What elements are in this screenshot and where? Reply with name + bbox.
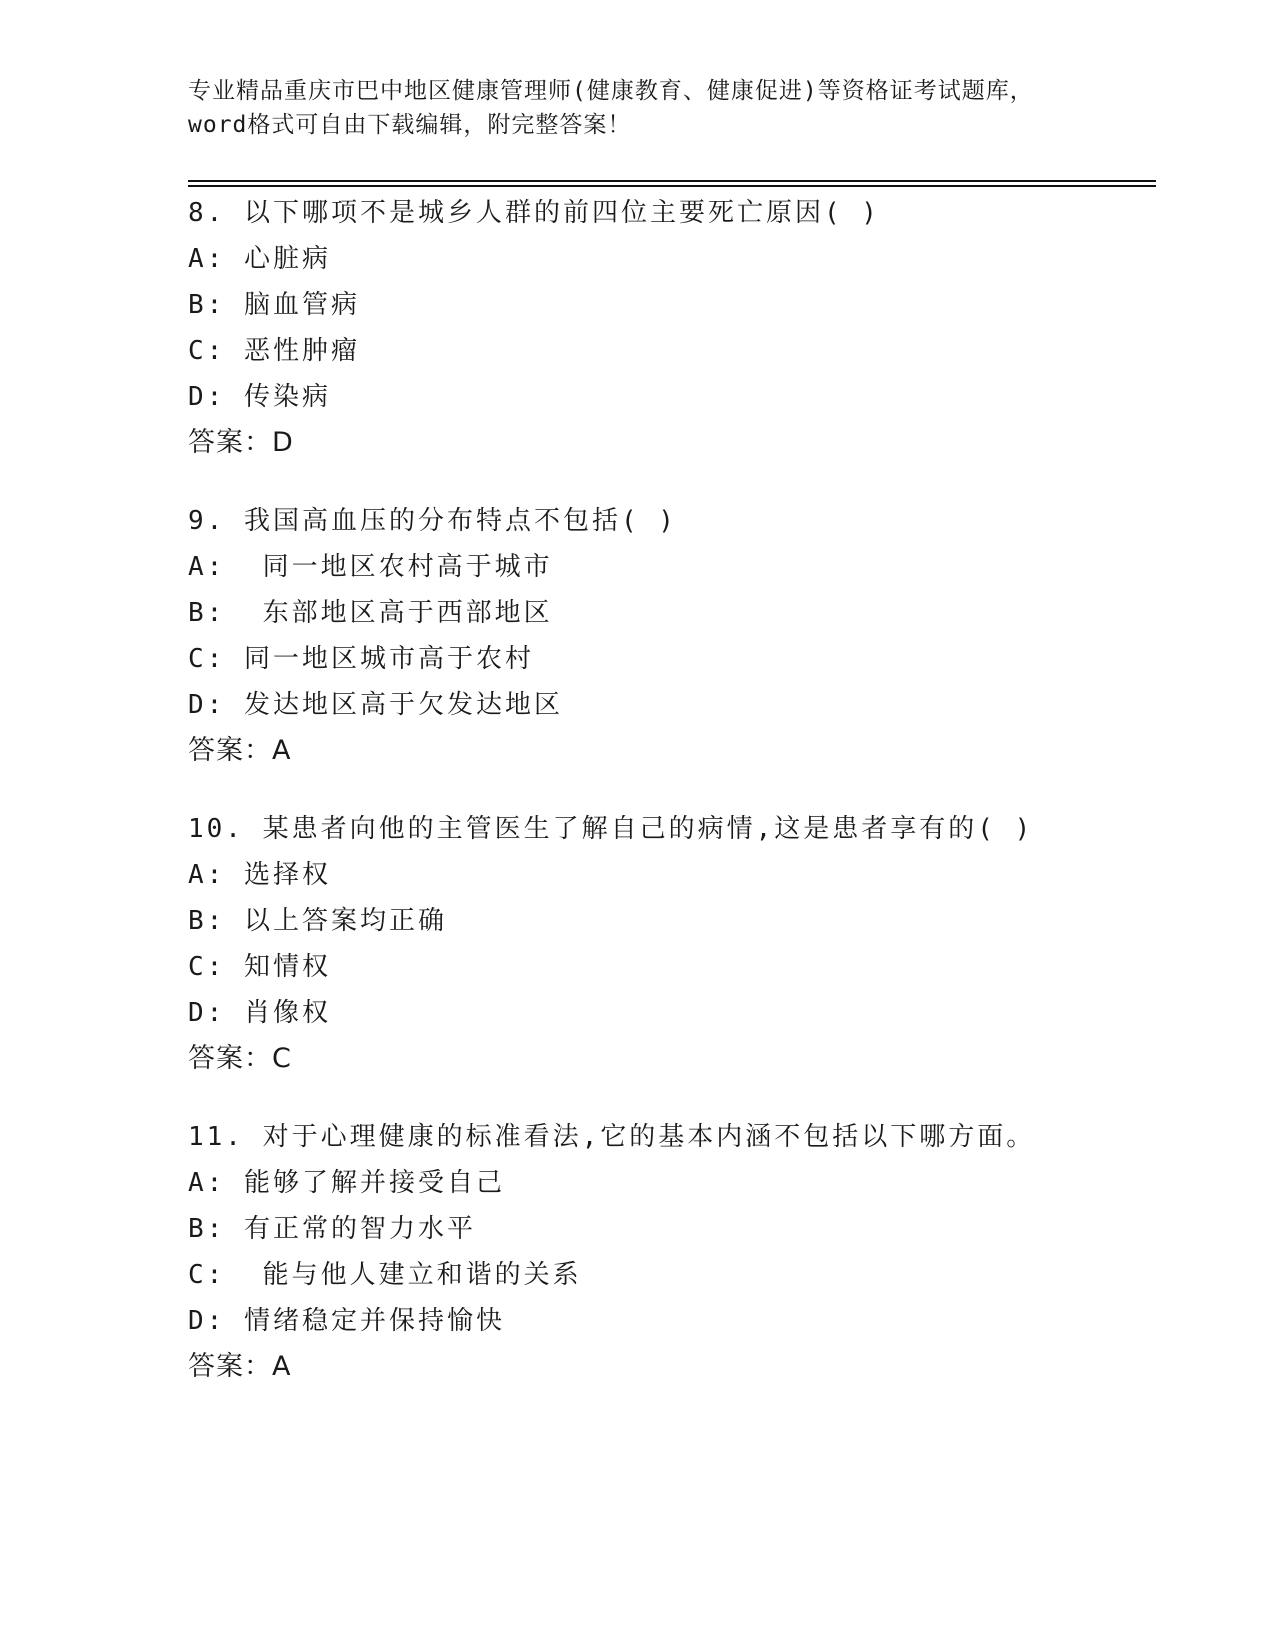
question-8 [188, 190, 1148, 466]
option-text: 发达地区高于欠发达地区 [225, 690, 563, 720]
question-title: 9. 我国高血压的分布特点不包括( ) [188, 506, 677, 536]
option-c [188, 1252, 1148, 1298]
question-11 [188, 1114, 1148, 1390]
question-list [188, 190, 1148, 1422]
option-letter: A: [188, 552, 226, 582]
option-b [188, 898, 1148, 944]
option-letter: C: [188, 1260, 226, 1290]
option-b [188, 590, 1148, 636]
option-letter: C: [188, 952, 226, 982]
option-text: 情绪稳定并保持愉快 [225, 1306, 505, 1336]
option-a [188, 852, 1148, 898]
option-text: 有正常的智力水平 [225, 1214, 476, 1244]
option-a [188, 236, 1148, 282]
option-text: 心脏病 [225, 244, 331, 274]
option-letter: B: [188, 598, 226, 628]
option-d [188, 1298, 1148, 1344]
option-text: 以上答案均正确 [225, 906, 447, 936]
option-text: 恶性肿瘤 [225, 336, 360, 366]
answer-line: 答案：C [188, 1043, 292, 1074]
option-letter: C: [188, 336, 226, 366]
answer-line: 答案：A [188, 735, 292, 766]
option-letter: A: [188, 860, 226, 890]
option-letter: B: [188, 906, 226, 936]
option-text: 传染病 [225, 382, 331, 412]
option-text: 脑血管病 [225, 290, 360, 320]
option-text: 同一地区城市高于农村 [225, 644, 534, 674]
option-b [188, 1206, 1148, 1252]
question-title: 11. 对于心理健康的标准看法,它的基本内涵不包括以下哪方面。 [188, 1122, 1036, 1152]
option-text: 能与他人建立和谐的关系 [225, 1260, 582, 1290]
question-9 [188, 498, 1148, 774]
option-letter: C: [188, 644, 226, 674]
answer-line: 答案：A [188, 1351, 292, 1382]
header-line-2: word格式可自由下载编辑，附完整答案！ [188, 112, 632, 138]
option-letter: D: [188, 998, 226, 1028]
header-divider-bottom [188, 185, 1156, 187]
option-text: 选择权 [225, 860, 331, 890]
header-line-1: 专业精品重庆市巴中地区健康管理师(健康教育、健康促进)等资格证考试题库， [188, 78, 1034, 104]
option-letter: D: [188, 690, 226, 720]
option-d [188, 990, 1148, 1036]
option-d [188, 682, 1148, 728]
option-letter: D: [188, 382, 226, 412]
option-c [188, 328, 1148, 374]
option-letter: D: [188, 1306, 226, 1336]
option-c [188, 944, 1148, 990]
option-c [188, 636, 1148, 682]
document-header [188, 74, 1088, 142]
answer-line: 答案：D [188, 427, 294, 458]
option-letter: A: [188, 1168, 226, 1198]
option-text: 能够了解并接受自己 [225, 1168, 505, 1198]
option-letter: B: [188, 290, 226, 320]
option-text: 同一地区农村高于城市 [225, 552, 553, 582]
header-divider-top [188, 180, 1156, 182]
question-title: 8. 以下哪项不是城乡人群的前四位主要死亡原因( ) [188, 198, 880, 228]
question-title: 10. 某患者向他的主管医生了解自己的病情,这是患者享有的( ) [188, 814, 1034, 844]
option-letter: B: [188, 1214, 226, 1244]
option-d [188, 374, 1148, 420]
option-text: 知情权 [225, 952, 331, 982]
option-a [188, 1160, 1148, 1206]
option-letter: A: [188, 244, 226, 274]
option-b [188, 282, 1148, 328]
option-text: 东部地区高于西部地区 [225, 598, 553, 628]
option-a [188, 544, 1148, 590]
option-text: 肖像权 [225, 998, 331, 1028]
question-10 [188, 806, 1148, 1082]
